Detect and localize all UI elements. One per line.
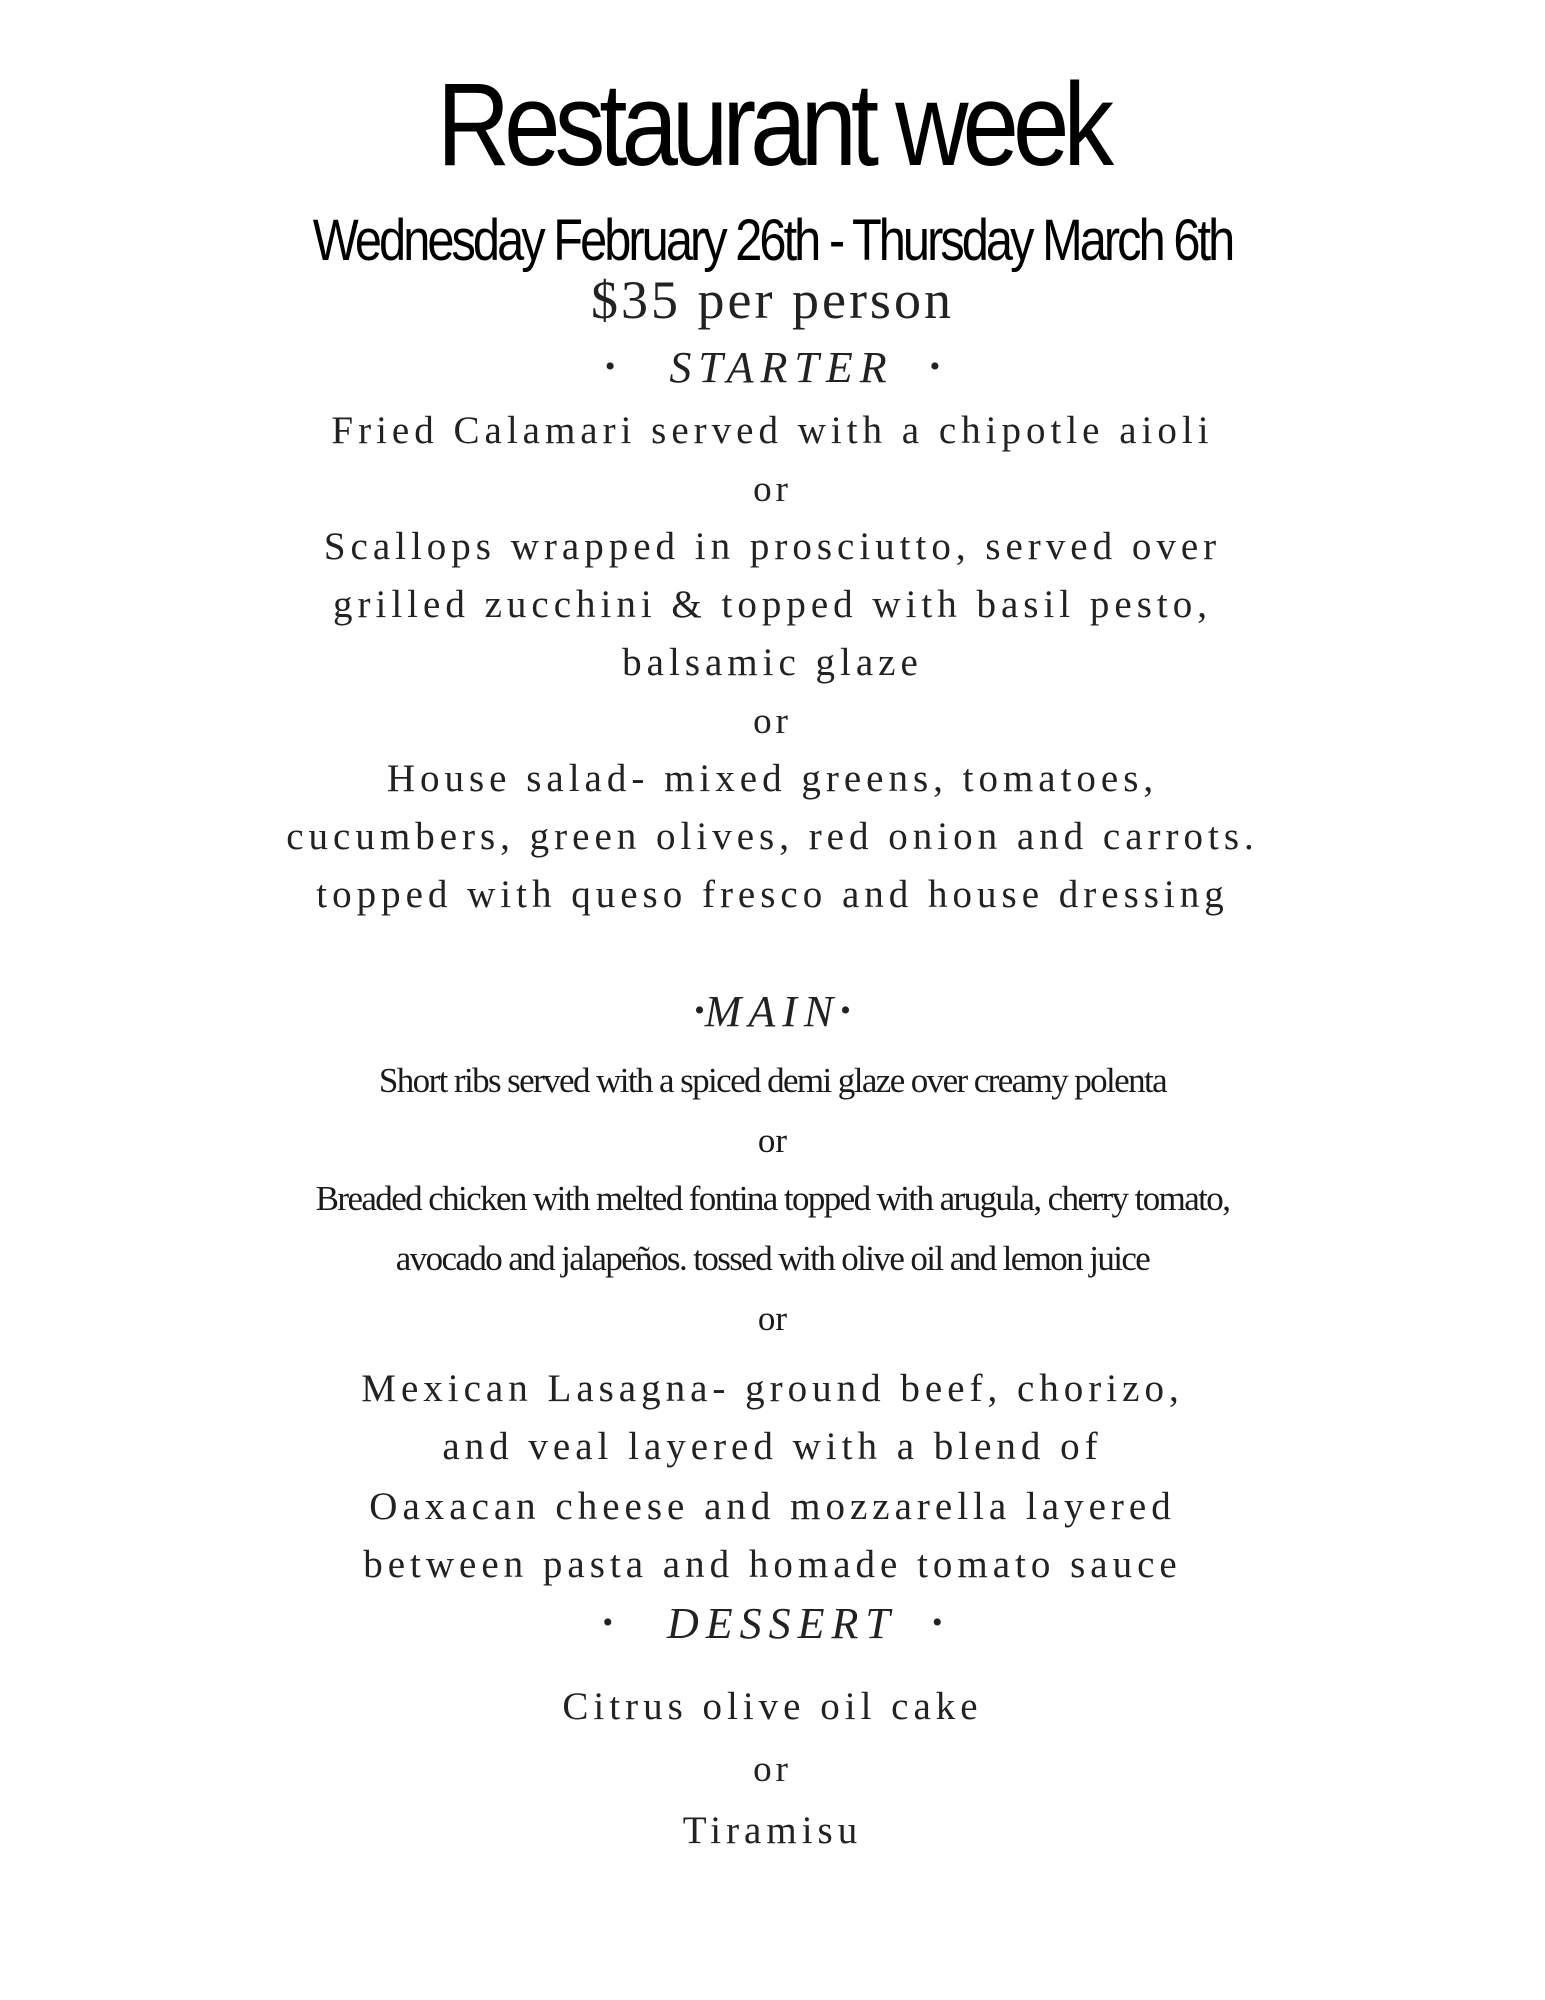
bullet-icon: • (929, 350, 941, 383)
menu-line: and veal layered with a blend of (442, 1425, 1103, 1468)
menu-line: between pasta and homade tomato sauce (363, 1543, 1182, 1586)
bullet-icon: • (694, 994, 705, 1027)
main-heading-label: MAIN (704, 987, 841, 1036)
section-heading-dessert (0, 1596, 1545, 1651)
menu-line: Mexican Lasagna- ground beef, chorizo, (361, 1367, 1184, 1410)
or-separator: or (757, 1299, 788, 1338)
or-separator: or (753, 469, 792, 510)
section-heading-starter (0, 340, 1545, 395)
menu-line: Scallops wrapped in prosciutto, served over (323, 525, 1222, 568)
menu-line: grilled zucchini & topped with basil pesto, (333, 583, 1212, 626)
menu-line: topped with queso fresco and house dressing (316, 873, 1229, 916)
menu-line: Tiramisu (682, 1809, 863, 1852)
menu-line: Oaxacan cheese and mozzarella layered (369, 1485, 1176, 1528)
bullet-icon: • (840, 994, 851, 1027)
or-separator: or (757, 1121, 788, 1160)
or-separator: or (753, 701, 792, 742)
menu-line: House salad- mixed greens, tomatoes, (386, 757, 1159, 800)
bullet-icon: • (604, 350, 616, 383)
bullet-icon: • (602, 1606, 613, 1639)
bullet-icon: • (932, 1606, 943, 1639)
price-per-person: $35 per person (591, 270, 954, 330)
menu-line: avocado and jalapeños. tossed with olive oil and lemon juice (395, 1239, 1150, 1278)
starter-heading-label: STARTER (669, 343, 894, 392)
menu-line: Citrus olive oil cake (562, 1685, 983, 1728)
menu-line: balsamic glaze (622, 641, 923, 684)
page-title: Restaurant week (436, 59, 1109, 191)
menu-line: Short ribs served with a spiced demi glaze over creamy polenta (378, 1061, 1167, 1100)
event-dates: Wednesday February 26th - Thursday March 6th (312, 208, 1233, 273)
or-separator: or (753, 1749, 792, 1790)
dessert-heading-label: DESSERT (666, 1599, 897, 1648)
menu-line: cucumbers, green olives, red onion and carrots. (286, 815, 1259, 858)
menu-line: Fried Calamari served with a chipotle aioli (331, 409, 1214, 452)
section-heading-main (0, 984, 1545, 1039)
menu-line: Breaded chicken with melted fontina topped with arugula, cherry tomato, (315, 1179, 1230, 1218)
